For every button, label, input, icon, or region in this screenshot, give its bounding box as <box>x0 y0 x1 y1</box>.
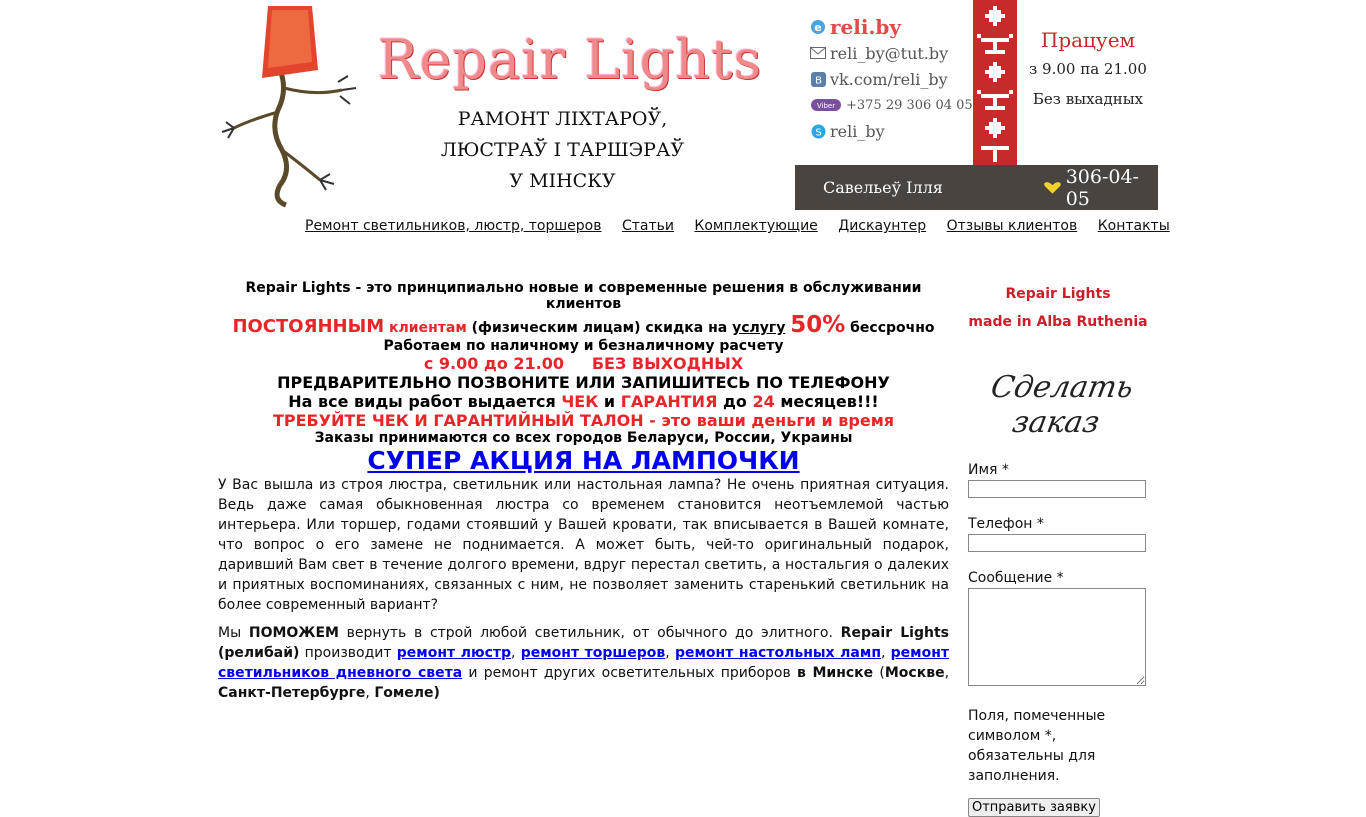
sidebar-brand: Repair Lights <box>1005 286 1111 302</box>
tagline-line: У МІНСКУ <box>509 170 616 192</box>
name-field[interactable] <box>968 480 1146 498</box>
person-name: Савельеў Ілля <box>823 178 943 197</box>
demand-text: ТРЕБУЙТЕ ЧЕК И ГАРАНТИЙНЫЙ ТАЛОН - это ваши деньги и время <box>272 411 895 430</box>
warranty-upto: до <box>722 392 747 411</box>
hours-box <box>1023 28 1153 108</box>
svg-text:e: e <box>814 21 822 34</box>
heart-icon <box>1043 181 1062 195</box>
sidebar <box>968 280 1150 817</box>
sidebar-made-in: made in Alba Ruthenia <box>968 314 1148 330</box>
warranty-p1: На все виды работ выдается <box>288 392 556 411</box>
p2-text: Мы <box>218 625 242 641</box>
p2-city3: Санкт-Петербурге <box>218 685 366 701</box>
nav-item-components[interactable]: Комплектующие <box>694 218 818 234</box>
intro-text: Repair Lights - это принципиально новые и современные решения в обслуживании клиентов <box>245 280 922 312</box>
site-header <box>220 0 1160 212</box>
name-label: Имя * <box>968 462 1009 478</box>
contact-vk-text: vk.com/reli_by <box>830 69 948 89</box>
contact-viber[interactable] <box>810 92 973 118</box>
nav-item-repair[interactable]: Ремонт светильников, люстр, торшеров <box>305 218 602 234</box>
orders-text: Заказы принимаются со всех городов Беларуси, России, Украины <box>314 430 853 446</box>
order-title: Сделать заказ <box>988 370 1136 440</box>
nav-item-contacts[interactable]: Контакты <box>1097 218 1170 234</box>
ie-globe-icon <box>810 19 826 35</box>
tagline <box>390 104 735 197</box>
discount-clients: клиентам <box>389 320 467 336</box>
message-label: Сообщение * <box>968 570 1064 586</box>
warranty-end: месяцев!!! <box>780 392 879 411</box>
warranty-check: ЧЕК <box>561 392 599 411</box>
link-chandelier-repair[interactable]: ремонт люстр <box>396 645 512 661</box>
promo-link[interactable]: СУПЕР АКЦИЯ НА ЛАМПОЧКИ <box>367 446 800 475</box>
mail-icon <box>810 45 826 61</box>
contact-web-text: reli.by <box>830 15 902 39</box>
p2-brand: Repair Lights <box>840 625 949 641</box>
p2-city4: Гомеле) <box>374 685 440 701</box>
hours-title: Працуем <box>1040 28 1136 52</box>
lamp-character-image <box>220 0 370 212</box>
nav-item-discounter[interactable]: Дискаунтер <box>838 218 927 234</box>
contact-viber-text: +375 29 306 04 05 <box>846 97 973 113</box>
nav-item-reviews[interactable]: Отзывы клиентов <box>946 218 1078 234</box>
discount-end: бессрочно <box>850 320 935 336</box>
hours-text: с 9.00 до 21.00 БЕЗ ВЫХОДНЫХ <box>423 354 744 373</box>
svg-text:Viber: Viber <box>816 102 836 110</box>
contact-skype-text: reli_by <box>830 121 885 141</box>
services-paragraph: Мы ПОМОЖЕМ вернуть в строй любой светильник, от обычного до элитного. Repair Lights (релибай) производит ремонт люстр, ремонт торшеров, ремонт настольных ламп, ремонт светильников дневного света и ремонт других осветительных приборов в Минске (Москве, Санкт-Петербурге, Гомеле) <box>218 625 950 701</box>
contact-list <box>810 14 973 144</box>
site-logo[interactable]: Repair Lights <box>377 28 763 91</box>
discount-word: ПОСТОЯННЫМ <box>232 316 385 337</box>
p2-brand2: (релибай) <box>218 645 300 661</box>
submit-order-button[interactable]: Отправить заявку <box>968 798 1100 817</box>
contact-email-text: reli_by@tut.by <box>830 43 949 63</box>
svg-text:S: S <box>814 127 822 138</box>
discount-line <box>218 312 949 338</box>
hours-time: з 9.00 па 21.00 <box>1029 60 1147 78</box>
contact-web[interactable] <box>810 14 973 40</box>
tagline-line: ЛЮСТРАЎ І ТАРШЭРАЎ <box>440 139 685 161</box>
contact-vk[interactable] <box>810 66 973 92</box>
phone-field[interactable] <box>968 534 1146 552</box>
discount-middle: (физическим лицам) скидка на <box>471 320 728 336</box>
discount-percent: 50% <box>790 312 846 338</box>
intro-paragraph: У Вас вышла из строя люстра, светильник или настольная лампа? Не очень приятная ситуация. Ведь даже самая обыкновенная люстра со временем становится неотъемлемой частью интерьера. Или торшер, годами стоявший у Вашей кровати, так вписывается в Вашей комнате, что вопрос о его замене не поднимается. А может быть, чей-то оригинальный подарок, даривший Вам свет в течение долгого времени, вдруг перестал светить, а ностальгия о далеких и приятных воспоминаниях, связанных с ним, не позволяет заменить старенький светильник на более современный вариант? <box>218 477 949 613</box>
payment-text: Работаем по наличному и безналичному расчету <box>383 338 784 354</box>
required-note: Поля, помеченные символом *, обязательны для заполнения. <box>968 708 1106 784</box>
p2-paren: ( <box>879 665 885 681</box>
p2-city2: Москве <box>884 665 945 681</box>
message-field[interactable] <box>968 588 1146 686</box>
skype-icon <box>810 123 826 139</box>
main-content <box>218 280 949 711</box>
nav-item-articles[interactable]: Статьи <box>621 218 674 234</box>
contact-email[interactable] <box>810 40 973 66</box>
viber-icon <box>810 97 842 113</box>
name-bar <box>795 165 1158 210</box>
link-tablelamp-repair[interactable]: ремонт настольных ламп <box>674 645 881 661</box>
warranty-guarantee: ГАРАНТИЯ <box>620 392 718 411</box>
main-nav <box>305 218 1186 234</box>
p2-text: вернуть в строй любой светильник, от обычного до элитного. <box>346 625 833 641</box>
hours-days: Без выхадных <box>1032 90 1144 108</box>
header-phone[interactable] <box>1043 166 1158 210</box>
link-fluorescent-repair[interactable]: ремонт светильников дневного света <box>218 645 950 681</box>
contact-skype[interactable] <box>810 118 973 144</box>
contact-panel <box>795 0 1158 210</box>
p2-city: в Минске <box>796 665 874 681</box>
p2-text: производит <box>304 645 392 661</box>
header-phone-text: 306-04-05 <box>1065 165 1139 210</box>
ornament-pattern-image <box>973 0 1017 165</box>
discount-service-link[interactable]: услугу <box>732 320 786 336</box>
phone-label: Телефон * <box>968 516 1044 532</box>
svg-text:В: В <box>814 75 822 86</box>
tagline-line: РАМОНТ ЛІХТАРОЎ, <box>457 108 668 130</box>
warranty-line <box>218 392 949 411</box>
p2-help: ПОМОЖЕМ <box>248 625 339 641</box>
warranty-months: 24 <box>752 392 775 411</box>
call-text: ПРЕДВАРИТЕЛЬНО ПОЗВОНИТЕ ИЛИ ЗАПИШИТЕСЬ ПО ТЕЛЕФОНУ <box>277 373 890 392</box>
link-floorlamp-repair[interactable]: ремонт торшеров <box>520 645 666 661</box>
warranty-and: и <box>603 392 616 411</box>
p2-text: и ремонт других осветительных приборов <box>468 665 791 681</box>
order-form <box>968 462 1150 817</box>
vk-icon <box>810 71 826 87</box>
